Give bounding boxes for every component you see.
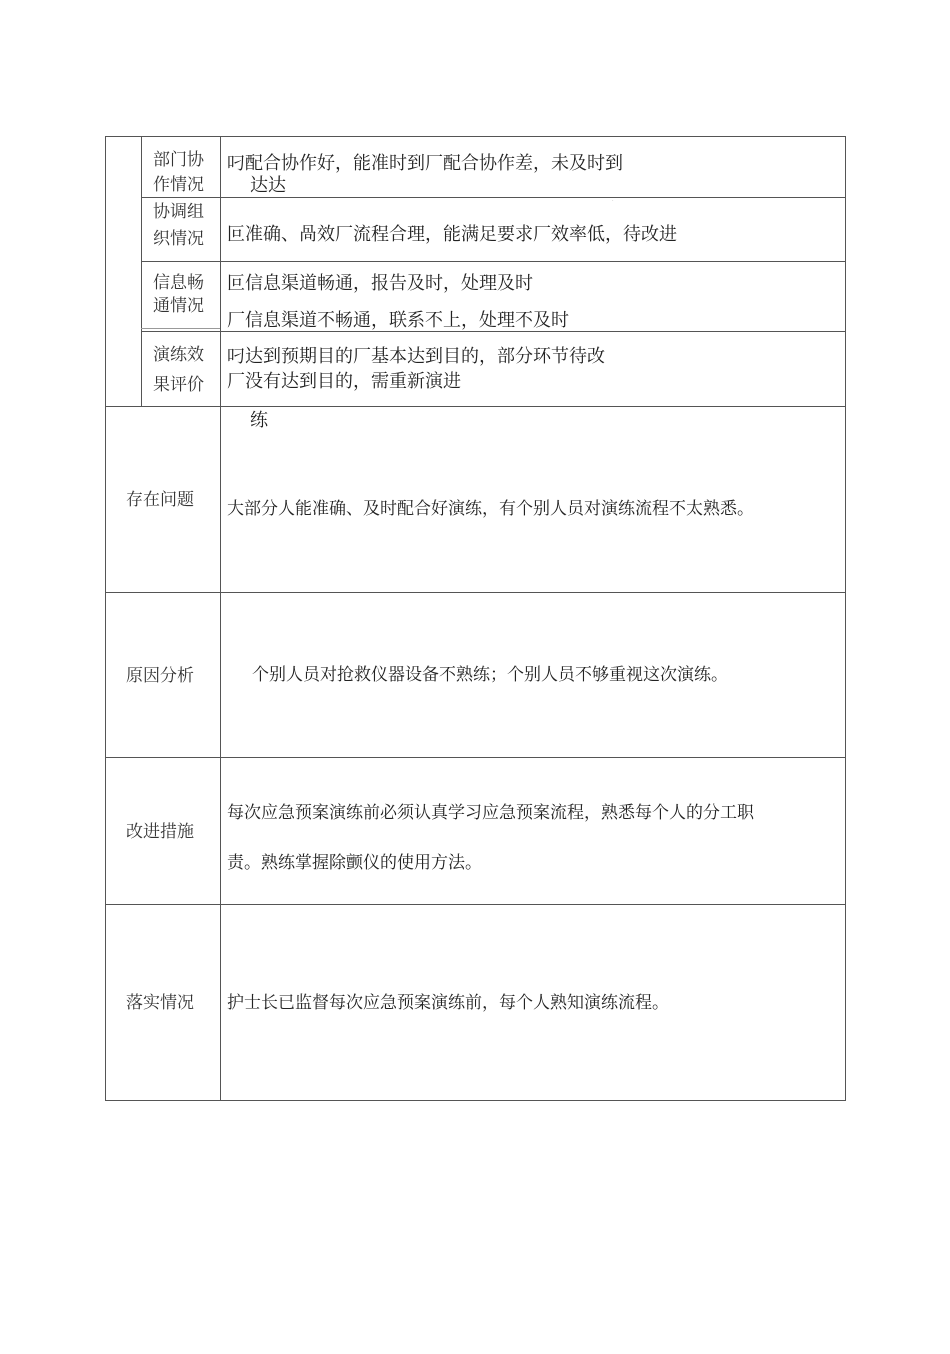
upper-section-bottom (105, 406, 846, 407)
eval-label-line2: 果评价 (153, 375, 204, 395)
info-label-line1: 信息畅 (153, 273, 204, 293)
dept-label-line1: 部门协 (153, 150, 204, 170)
measures-text-line1: 每次应急预案演练前必须认真学习应急预案流程，熟悉每个人的分工职 (227, 803, 754, 823)
eval-label-line1: 演练效 (153, 345, 204, 365)
row-divider-2 (141, 261, 846, 262)
problems-label: 存在问题 (126, 490, 194, 510)
info-label-line2: 通情况 (153, 296, 204, 316)
implementation-text: 护士长已监督每次应急预案演练前，每个人熟知演练流程。 (227, 993, 669, 1013)
coord-mark: · (612, 198, 614, 204)
measures-label: 改进措施 (126, 822, 194, 842)
row-divider-6 (105, 757, 846, 758)
causes-text: 个别人员对抢救仪器设备不熟练；个别人员不够重视这次演练。 (252, 665, 728, 685)
eval-options-line2: 厂没有达到目的，需重新演进 (227, 371, 461, 392)
row-divider-3b (141, 328, 220, 329)
row-divider-1 (141, 197, 846, 198)
row-divider-3 (141, 331, 846, 332)
causes-label: 原因分析 (126, 666, 194, 686)
dept-options-line2: 达达 (250, 175, 286, 196)
eval-options-line3: 练 (250, 410, 268, 431)
upper-blank-column-divider (141, 136, 142, 406)
info-options-line1: 叵信息渠道畅通，报告及时，处理及时 (227, 273, 533, 294)
table-border-left (105, 136, 106, 1101)
info-options-line2: 厂信息渠道不畅通，联系不上，处理不及时 (227, 310, 569, 331)
table-border-top (105, 136, 846, 137)
measures-text-line2: 责。熟练掌握除颤仪的使用方法。 (227, 853, 482, 873)
table-border-bottom (105, 1100, 846, 1101)
row-divider-5 (105, 592, 846, 593)
coord-options-line1: 叵准确、咼效厂流程合理，能满足要求厂效率低，待改进 (227, 224, 677, 245)
coord-label-line2: 织情况 (153, 229, 204, 249)
eval-options-line1: 叼达到预期目的厂基本达到目的，部分环节待改 (227, 346, 605, 367)
row-divider-7 (105, 904, 846, 905)
column-divider (220, 136, 221, 1101)
dept-label-line2: 作情况 (153, 175, 204, 195)
problems-text: 大部分人能准确、及时配合好演练，有个别人员对演练流程不太熟悉。 (227, 499, 754, 519)
coord-label-line1: 协调组 (153, 202, 204, 222)
table-border-right (845, 136, 846, 1101)
implementation-label: 落实情况 (126, 993, 194, 1013)
dept-options-line1: 叼配合协作好，能准时到厂配合协作差，未及时到 (227, 153, 623, 174)
